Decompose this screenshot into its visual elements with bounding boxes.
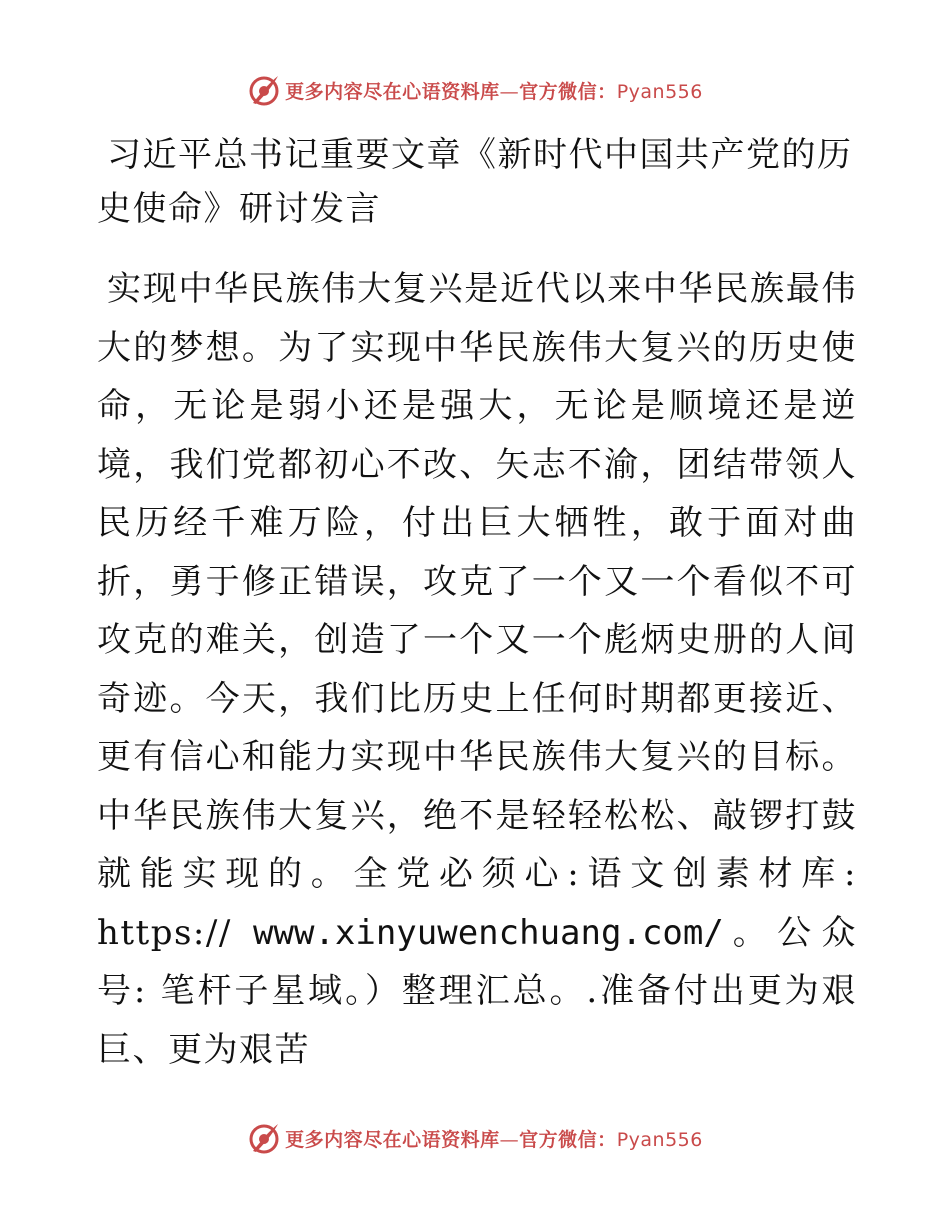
footer-watermark-banner (0, 1118, 950, 1158)
paragraph-main-text: 实现中华民族伟大复兴是近代以来中华民族最伟大的梦想。为了实现中华民族伟大复兴的历史使命，无论是弱小还是强大，无论是顺境还是逆境，我们党都初心不改、矢志不渝，团结带领人民历经千难万险，付出巨大牺牲，敢于面对曲折，勇于修正错误，攻克了一个又一个看似不可攻克的难关，创造了一个又一个彪炳史册的人间奇迹。今天，我们比历史上任何时期都更接近、更有信心和能力实现中华民族伟大复兴的目标。中华民族伟大复兴，绝不是轻轻松松、敲锣打鼓就能实现的。全党必须心:语文创素材库: https:// (97, 269, 857, 953)
document-paragraph (97, 260, 857, 1079)
paragraph-tail-text: 。公众号: 笔杆子星域。）整理汇总。.准备付出更为艰巨、更为艰苦 (97, 912, 857, 1070)
banner-text (285, 1125, 703, 1152)
banner-separator: — (499, 1128, 520, 1151)
header-watermark-banner (0, 70, 950, 110)
banner-official-label: 官方微信： (519, 1128, 617, 1151)
banner-brand: 更多内容尽在心语资料库 (285, 1128, 500, 1151)
banner-official-label: 官方微信： (519, 80, 617, 103)
feather-logo-icon (247, 1121, 281, 1155)
paragraph-url: www.xinyuwenchuang.com/ (253, 912, 724, 953)
banner-text (285, 77, 703, 104)
document-content (97, 128, 857, 1079)
banner-brand: 更多内容尽在心语资料库 (285, 80, 500, 103)
banner-wechat-handle: Pyan556 (616, 1128, 703, 1151)
document-title: 习近平总书记重要文章《新时代中国共产党的历史使命》研讨发言 (97, 135, 853, 229)
banner-separator: — (499, 80, 520, 103)
feather-logo-icon (247, 73, 281, 107)
banner-wechat-handle: Pyan556 (616, 80, 703, 103)
